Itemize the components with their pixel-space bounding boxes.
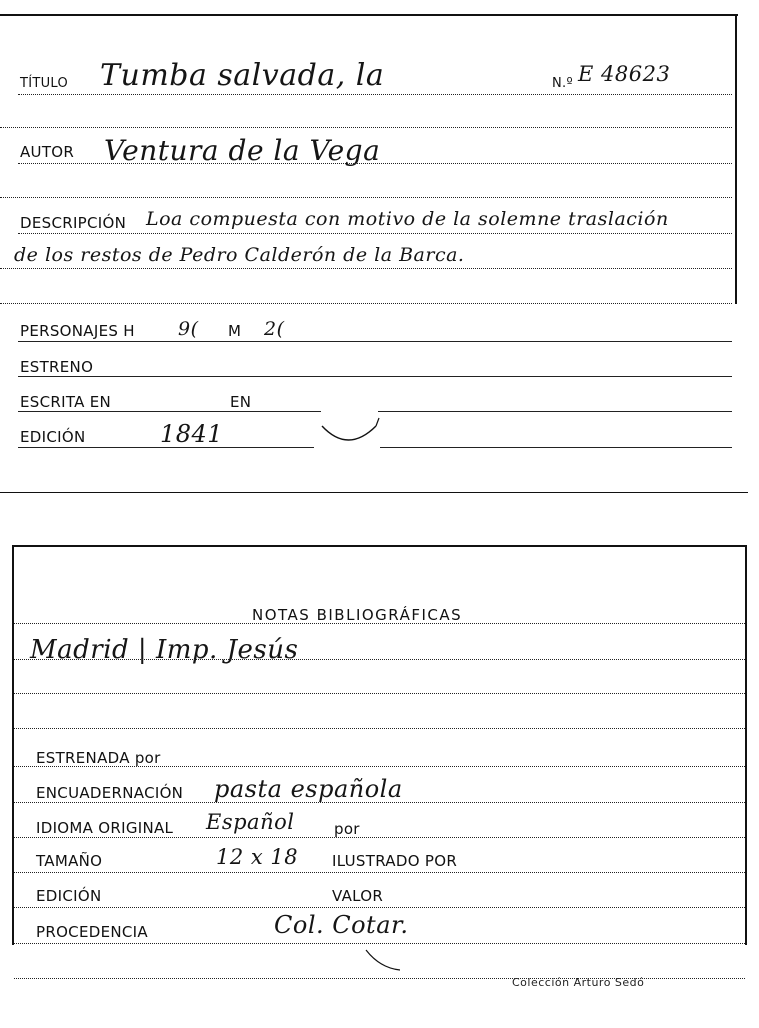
card-right-border [735,14,737,304]
descripcion-line1: Loa compuesta con motivo de la solemne traslación [146,208,669,230]
escrita-label: ESCRITA EN [20,393,112,411]
idioma-label: IDIOMA ORIGINAL [36,819,174,837]
procedencia-label: PROCEDENCIA [36,923,148,941]
encuadernacion-rule [14,802,745,803]
escrita-rule [18,411,321,412]
catalog-card-bottom [0,545,759,1025]
collection-footer: Colección Arturo Sedó [512,976,645,989]
autor-label: AUTOR [20,143,75,161]
titulo-value: Tumba salvada, la [100,58,385,93]
notas-label: NOTAS BIBLIOGRÁFICAS [252,606,463,624]
titulo-label: TÍTULO [20,76,69,91]
descripcion-line2: de los restos de Pedro Calderón de la Barca. [14,244,465,266]
card-top-border [0,14,738,16]
edicion-label: EDICIÓN [20,428,86,446]
titulo-rule [18,94,732,95]
personajes-m-value: 2( [264,318,285,340]
estrenada-rule [14,766,745,767]
notas-rule-3 [14,728,745,729]
catalog-card-top [0,0,759,495]
notas-rule [14,623,745,624]
descripcion-rule-2 [0,268,732,269]
personajes-label: PERSONAJES H [20,322,135,340]
estreno-rule [18,376,732,377]
card-notch-icon [318,404,382,446]
estreno-label: ESTRENO [20,358,94,376]
blank-rule-3 [0,303,732,304]
ilustrado-label: ILUSTRADO POR [332,852,458,870]
descripcion-rule-1 [18,233,732,234]
autor-value: Ventura de la Vega [104,134,381,167]
idioma-rule [14,837,745,838]
edicion-rule-right [380,447,732,448]
blank-rule-2 [0,197,732,198]
numero-value: E 48623 [578,62,671,86]
card2-top-border [12,545,747,547]
encuadernacion-label: ENCUADERNACIÓN [36,784,184,802]
personajes-m-label: M [228,322,242,340]
idioma-value: Español [206,810,295,834]
card2-right-border [745,545,747,945]
personajes-rule [18,341,732,342]
escrita-rule-right [378,411,732,412]
en-label: EN [230,393,252,411]
tamano-value: 12 x 18 [216,845,299,869]
notas-value: Madrid | Imp. Jesús [30,635,299,665]
encuadernacion-value: pasta española [214,775,403,803]
numero-label: N.º [552,76,573,91]
edicion2-rule [14,907,745,908]
card-bottom-border [0,492,748,493]
edicion-rule [18,447,314,448]
estrenada-label: ESTRENADA por [36,749,161,767]
procedencia-value: Col. Cotar. [274,911,409,939]
card2-left-border [12,545,14,945]
edicion-value: 1841 [160,420,224,448]
edicion2-label: EDICIÓN [36,887,102,905]
autor-rule [18,163,732,164]
card2-notch-icon [360,940,420,976]
notas-rule-2 [14,693,745,694]
descripcion-label: DESCRIPCIÓN [20,214,127,232]
personajes-h-value: 9( [178,318,199,340]
valor-label: VALOR [332,887,384,905]
tamano-label: TAMAÑO [36,852,103,870]
por-label: por [334,820,360,838]
blank-rule-1 [0,127,732,128]
tamano-rule [14,872,745,873]
notas-rule-1 [14,659,745,660]
